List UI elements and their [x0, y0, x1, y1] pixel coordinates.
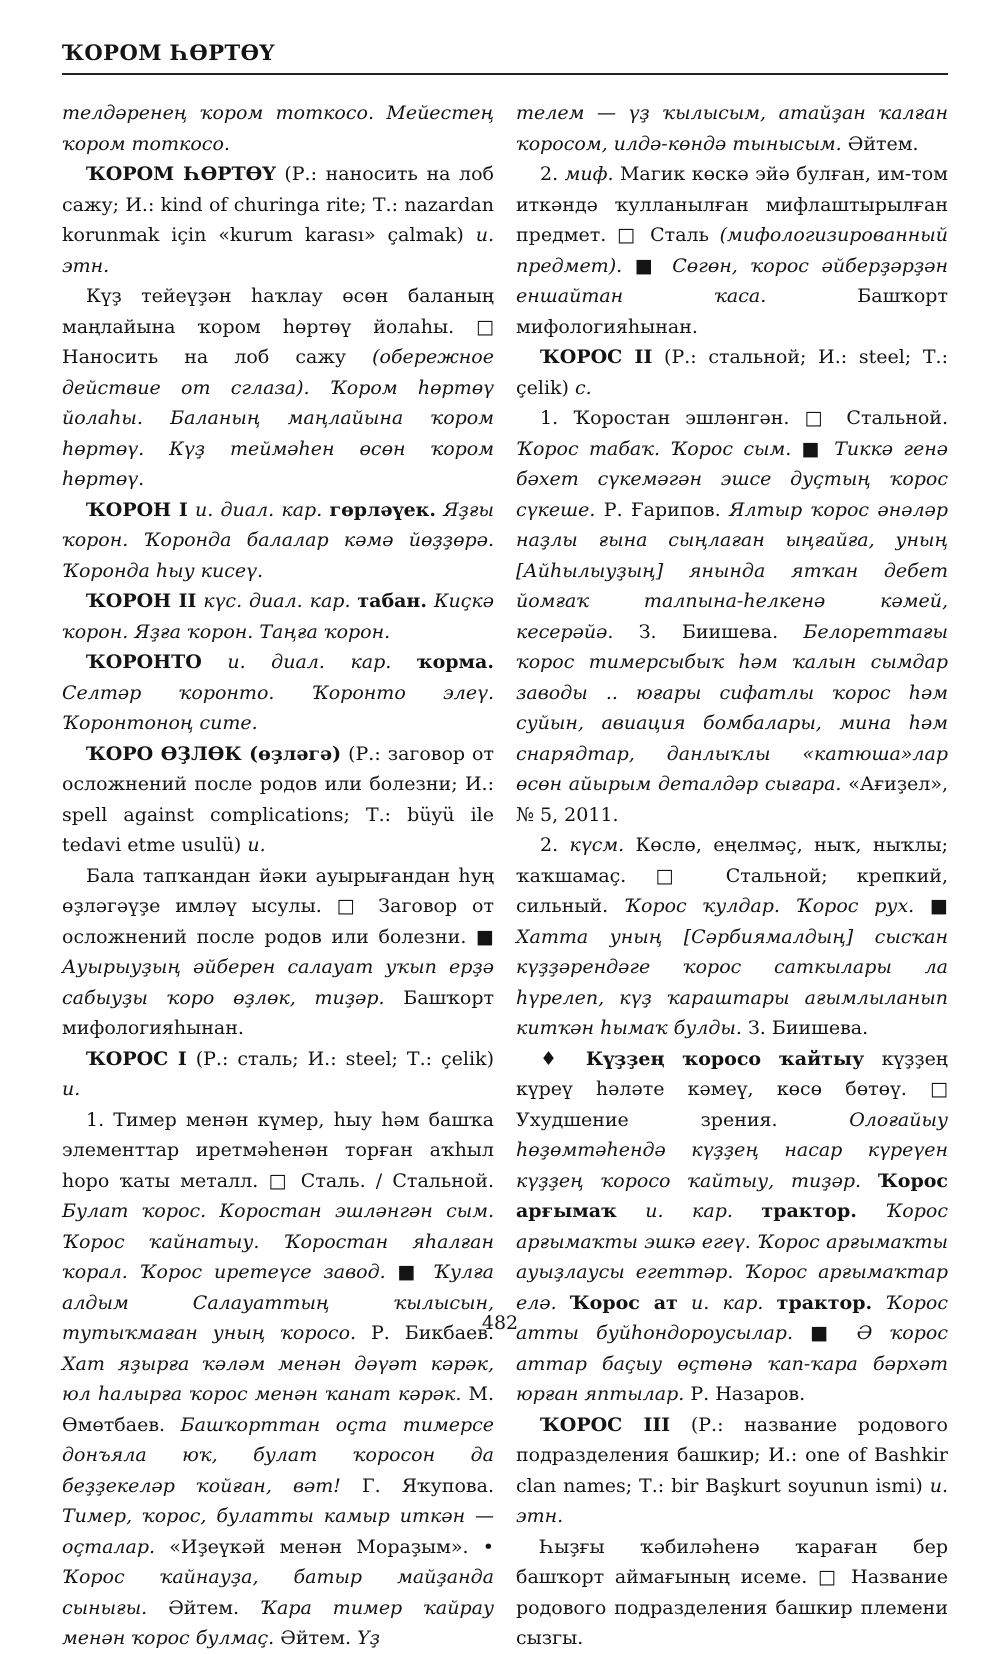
sense-koros-2-2: 2. күсм. Көслө, еңелмәҫ, ныҡ, ныҡлы; ҡаҡшамаҫ. □ Стальной; крепкий, сильный. Ҡорос ҡулдар. Ҡорос рух. ■ Хатта уның [Сәрбиямалдың] сысҡан күҙҙәрендәге ҡорос саткылары ла һүрелеп, күҙ ҡараштары ағымлыланып китҡән һымаҡ булды. З. Биишева.	[516, 834, 948, 1039]
headword: ҠОРО ӨҘЛӨК (өҙләгә)	[86, 742, 342, 765]
definition-koros-1: 1. Тимер менән күмер, һыу һәм башҡа элементтар иретмәһенән торған аҡһыл һоро ҡаты металл. □ Сталь. / Стальной. Булат ҡорос. Коростан эшләнгән сым. Ҡорос ҡайнатыу. Ҡоростан яһалған ҡорал. Ҡорос иретеүсе завод. ■ Ҡулға алдым Салауаттың ҡылысын, тутыҡмаған уның ҡоросо. Р. Бикбаев. Хат яҙырға ҡәләм менән дәүәт кәрәк, юл һалырға ҡорос менән ҡанат кәрәк. М. Өмөтбаев. Башҡорттан оҫта тимерсе донъяла юҡ, булат ҡоросон да беҙҙекеләр ҡойған, вәт! Г. Яҡупова. Тимер, ҡорос, булатты камыр иткән — оҫталар. «Иҙеүкәй менән Мораҙым». • Ҡорос ҡайнауҙа, батыр майҙанда сынығы. Әйтем. Ҡара тимер ҡайрау менән ҡорос булмаҫ. Әйтем. Үҙ	[62, 1108, 495, 1649]
entry-koronto: ҠОРОНТО и. диал. кар. ҡорма. Селтәр ҡоронто. Ҡоронто элеү. Ҡоронтоноң сите.	[62, 651, 494, 734]
page-number: 482	[481, 1312, 519, 1334]
entry-korom-hortou: ҠОРОМ ҺӨРТӨҮ (Р.: наносить на лоб сажу; И.: kind of churinga rite; Т.: nazardan korunmak için «kurum karası» çalmak) и. этн.	[62, 163, 494, 277]
entry-continuation: телем — үҙ ҡылысым, атайҙан ҡалған ҡоросом, илдә-көндә тынысым. Әйтем.	[516, 102, 948, 155]
headword: ҠОРОС I	[86, 1047, 187, 1070]
headword: ҠОРОМ ҺӨРТӨҮ	[86, 163, 276, 185]
sense-koros-1-2: 2. миф. Магик көскә эйә булған, им-том иткәндә ҡулланылған мифлаштырылған предмет. □ Сталь (мифологизированный предмет). ■ Сөгөн, ҡорос әйберҙәрҙән еншайтан ҡаса. Башҡорт мифологияһынан.	[516, 163, 949, 338]
entry-koros-3: ҠОРОС III (Р.: название родового подразделения башкир; И.: one of Bashkir clan names; Т.: bir Başkurt soyunun ismi) и. этн.	[516, 1413, 948, 1527]
definition-koro-ozlok: Бала тапҡандан йәки ауырығандан һуң өҙләгәүҙе имләү ысулы. □ Заговор от осложнений после родов или болезни. ■ Ауырыуҙың әйберен салауат уҡып ерҙә сабыуҙы ҡоро өҙлөк, тиҙәр. Башҡорт мифологияһынан.	[62, 864, 494, 1039]
definition-korom-hortou: Күҙ тейеүҙән һаҡлау өсөн баланың маңлайына ҡором һөртөү йолаһы. □ Наносить на лоб сажу (обережное действие от сглаза). Ҡором һөртөү йолаһы. Баланың маңлайына ҡором һөртөү. Күҙ теймәһен өсөн ҡором һөртөү.	[62, 285, 494, 490]
right-column	[516, 98, 948, 1654]
headword: ҠОРОС II	[540, 346, 653, 368]
headword: ҠОРОНТО	[86, 651, 202, 673]
phrase-block: ♦ Күҙҙең ҡоросо ҡайтыу күҙҙең күреү һәләте кәмеү, көсө бөтөү. □ Ухудшение зрения. Олоғайыу һөҙөмтәһендә күҙҙең насар күреүен күҙҙең ҡоросо ҡайтыу, тиҙәр. Ҡорос арғымаҡ и. кар. трактор. Ҡорос арғымаҡты эшкә егеү. Ҡорос арғымаҡты ауыҙлаусы егеттәр. Ҡорос арғымаҡтар елә. Ҡорос ат и. кар. трактор. Ҡорос атты буйһондороусылар. ■ Ә ҡорос аттар баҫыу өҫтөнә ҡап-ҡара бәрхәт юрған яптылар. Р. Назаров.	[516, 1047, 948, 1405]
entry-koro-ozlok: ҠОРО ӨҘЛӨК (өҙләгә) (Р.: заговор от осложнений после родов или болезни; И.: spell against complications; Т.: büyü ile tedavi etme usulü) и.	[62, 742, 495, 856]
sense-koros-2-1: 1. Ҡоростан эшләнгән. □ Стальной. Ҡорос табаҡ. Ҡорос сым. ■ Тиккә генә бәхет сүкемәгән эшсе дуҫтың ҡорос сүкеше. Р. Ғарипов. Ялтыр ҡорос әнәләр наҙлы ғына сыңлаған ыңғайға, уның [Айһылыуҙың] янында ятҡан дебет йомғаҡ талпына-һелкенә кәмей, кесерәйә. З. Биишева. Белореттағы ҡорос тимерсыбыҡ һәм ҡалын сымдар заводы .. юғары сифатлы ҡорос һәм суйын, авиация бомбалары, мина һәм снарядтар, данлыҡлы «катюша»лар өсөн айырым деталдәр сығара. «Ағиҙел», № 5, 2011.	[516, 407, 949, 826]
headword: ҠОРОН II	[86, 590, 197, 612]
headword: ҠОРОН I	[86, 498, 188, 521]
entry-koros-1: ҠОРОС I (Р.: сталь; И.: steel; Т.: çelik) и.	[62, 1047, 494, 1100]
entry-koron-1: ҠОРОН I и. диал. кар. гөрләүек. Яҙғы ҡорон. Ҡоронда балалар кәмә йөҙҙөрә. Ҡоронда һыу кисеү.	[62, 498, 494, 582]
headword: ҠОРОС III	[540, 1413, 671, 1436]
left-column	[62, 98, 494, 1654]
entry-koron-2: ҠОРОН II күс. диал. кар. табан. Киҫкә ҡорон. Яҙға ҡорон. Таңға ҡорон.	[62, 590, 495, 643]
header-rule	[62, 73, 948, 75]
entry-continuation: телдәренең ҡором тоткосо. Мейестең ҡором тоткосо.	[62, 102, 494, 155]
running-head: ҠОРОМ ҺӨРТӨҮ	[62, 40, 275, 65]
entry-koros-2: ҠОРОС II (Р.: стальной; И.: steel; Т.: çelik) с.	[516, 346, 948, 399]
definition-koros-3: Һыҙғы ҡәбиләһенә ҡараған бер башҡорт аймағының исеме. □ Название родового подразделения башкир племени сызгы.	[516, 1535, 948, 1649]
